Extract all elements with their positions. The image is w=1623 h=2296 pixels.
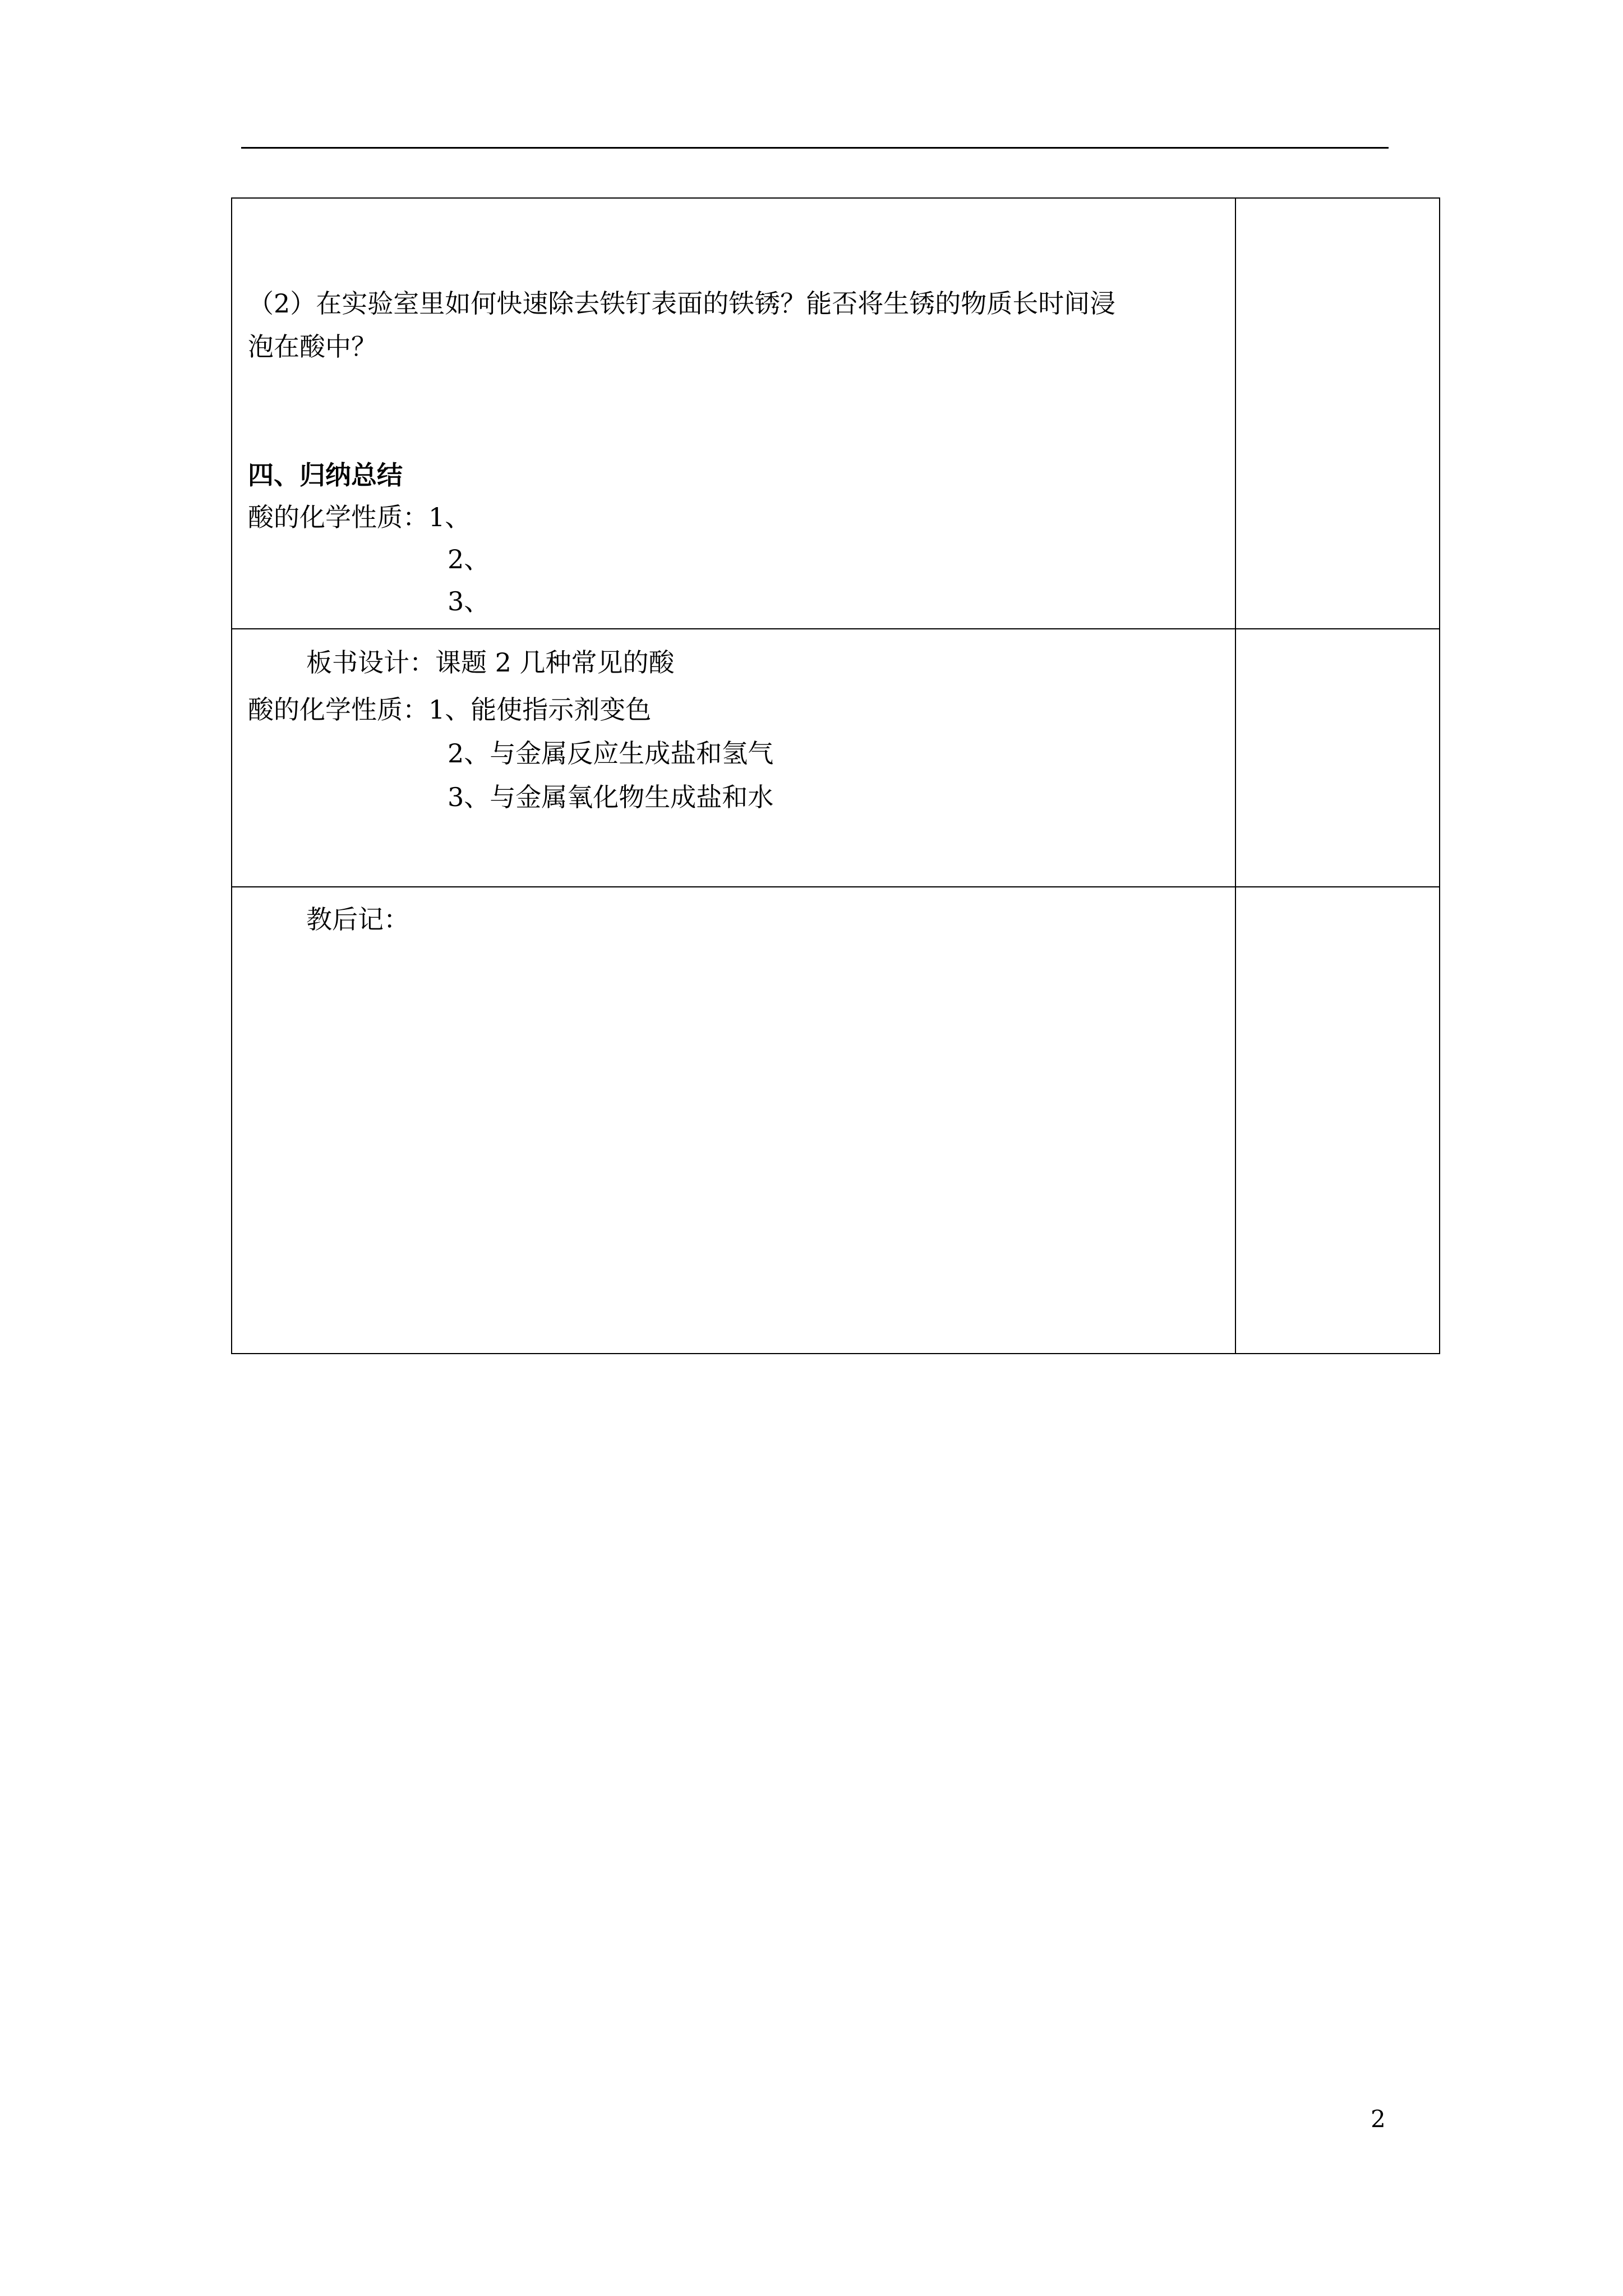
reflection-side-cell [1235, 887, 1440, 1354]
property-item-3: 3、与金属氧化物生成盐和水 [448, 782, 774, 812]
reflection-cell [232, 887, 1235, 1354]
board-design-cell [232, 629, 1235, 887]
summary-lead: 酸的化学性质：1、 [248, 502, 471, 532]
board-design-side-cell [1235, 629, 1440, 887]
table-row-reflection [232, 887, 1440, 1354]
property-item-2: 2、与金属反应生成盐和氢气 [448, 738, 774, 769]
summary-item-2: 2、 [448, 544, 490, 574]
property-lead: 酸的化学性质：1、能使指示剂变色 [248, 694, 652, 725]
table-row-board-design [232, 629, 1440, 887]
reflection-label: 教后记： [306, 904, 409, 935]
summary-heading: 四、归纳总结 [248, 460, 403, 490]
summary-item-3: 3、 [448, 586, 490, 616]
discussion-cell [232, 198, 1235, 629]
board-design-title: 板书设计：课题 2 几种常见的酸 [306, 647, 675, 678]
question-line-1: （2）在实验室里如何快速除去铁钉表面的铁锈？能否将生锈的物质长时间浸 [248, 288, 1116, 319]
lesson-plan-table [231, 197, 1440, 1354]
header-rule [241, 147, 1389, 149]
question-line-2: 泡在酸中？ [248, 332, 377, 362]
table-row-discussion [232, 198, 1440, 629]
discussion-side-cell [1235, 198, 1440, 629]
page-number: 2 [1371, 2105, 1386, 2133]
